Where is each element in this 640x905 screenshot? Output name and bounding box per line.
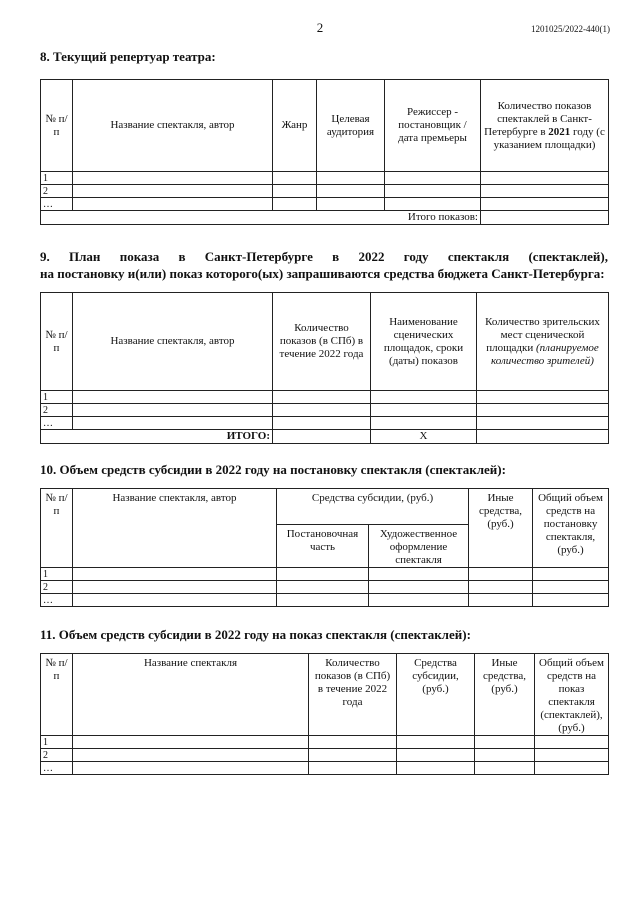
cell[interactable] [535, 749, 609, 762]
cell[interactable] [73, 568, 277, 581]
cell[interactable] [385, 185, 481, 198]
repertoire-table [40, 79, 609, 225]
col-title-author: Название спектакля, автор [73, 80, 273, 172]
cell[interactable] [371, 417, 477, 430]
cell[interactable] [73, 736, 309, 749]
cell[interactable] [469, 568, 533, 581]
col-shows-count-a: Количество показов спектаклей в Санкт- Петербурге в [484, 99, 592, 138]
row-number: 2 [41, 404, 73, 417]
col-number: № п/п [41, 80, 73, 172]
cell[interactable] [73, 762, 309, 775]
table-row [41, 404, 609, 417]
col-other-funds: Иные средства, (руб.) [469, 489, 533, 568]
table-row [41, 749, 609, 762]
show-plan-table [40, 292, 609, 444]
col-director: Режиссер - постановщик / дата премьеры [385, 80, 481, 172]
cell[interactable] [397, 736, 475, 749]
row-number: 2 [41, 749, 73, 762]
cell[interactable] [371, 404, 477, 417]
cell[interactable] [73, 391, 273, 404]
cell[interactable] [273, 404, 371, 417]
cell[interactable] [533, 568, 609, 581]
section-9-title-line2: на постановку и(или) показ которого(ых) запрашиваются средства бюджета Санкт-Петербурга: [40, 266, 605, 281]
total-row [41, 211, 609, 225]
table-row [41, 736, 609, 749]
col-subsidy: Средства субсидии, (руб.) [397, 654, 475, 736]
row-number: 1 [41, 391, 73, 404]
cell[interactable] [477, 417, 609, 430]
col-title-author: Название спектакля, автор [73, 293, 273, 391]
cell[interactable] [73, 581, 277, 594]
cell[interactable] [397, 749, 475, 762]
cell[interactable] [73, 417, 273, 430]
cell[interactable] [535, 736, 609, 749]
cell[interactable] [273, 172, 317, 185]
col-seats [477, 293, 609, 391]
cell[interactable] [73, 172, 273, 185]
cell[interactable] [475, 762, 535, 775]
document-code: 1201025/2022-440(1) [531, 24, 610, 34]
table-row [41, 581, 609, 594]
col-number: № п/п [41, 654, 73, 736]
cell[interactable] [369, 568, 469, 581]
table-row [41, 198, 609, 211]
table-row [41, 185, 609, 198]
total-value-cell[interactable] [477, 430, 609, 444]
page-number: 2 [316, 20, 324, 35]
col-seats-b: (планируемое количество зрителей) [491, 341, 599, 367]
table-row [41, 172, 609, 185]
table-row [41, 391, 609, 404]
col-staging-part: Постановочная часть [277, 525, 369, 568]
cell[interactable] [475, 736, 535, 749]
table-row [41, 568, 609, 581]
row-number: … [41, 198, 73, 211]
col-seats-a: Количество зрительских мест сценической площадки [485, 315, 600, 354]
col-total-funds: Общий объем средств на показ спектакля (спектаклей), (руб.) [535, 654, 609, 736]
col-genre: Жанр [273, 80, 317, 172]
section-11-title: 11. Объем средств субсидии в 2022 году на показ спектакля (спектаклей): [40, 627, 471, 642]
cell[interactable] [481, 172, 609, 185]
cell[interactable] [369, 594, 469, 607]
row-number: 1 [41, 172, 73, 185]
row-number: 2 [41, 185, 73, 198]
col-number: № п/п [41, 489, 73, 568]
cell[interactable] [73, 198, 273, 211]
total-row [41, 430, 609, 444]
row-number: 1 [41, 568, 73, 581]
cell[interactable] [477, 391, 609, 404]
col-shows-count [481, 80, 609, 172]
cell[interactable] [481, 185, 609, 198]
cell[interactable] [477, 404, 609, 417]
col-venues-dates: Наименование сценических площадок, сроки (даты) показов [371, 293, 477, 391]
col-number: № п/п [41, 293, 73, 391]
table-row [41, 594, 609, 607]
cell[interactable] [273, 185, 317, 198]
cell[interactable] [273, 391, 371, 404]
show-subsidy-table [40, 653, 609, 775]
row-number: 2 [41, 581, 73, 594]
section-8-title: 8. Текущий репертуар театра: [40, 49, 216, 64]
cell[interactable] [73, 404, 273, 417]
row-number: … [41, 594, 73, 607]
table-header-row [41, 80, 609, 172]
col-subsidy: Средства субсидии, (руб.) [277, 489, 469, 525]
cell[interactable] [533, 594, 609, 607]
section-10-title: 10. Объем средств субсидии в 2022 году на постановку спектакля (спектаклей): [40, 462, 506, 477]
cell[interactable] [469, 581, 533, 594]
cell[interactable] [385, 172, 481, 185]
table-row [41, 762, 609, 775]
section-9-title-line1: 9. План показа в Санкт-Петербурге в 2022 году спектакля (спектаклей), [40, 249, 608, 264]
cell[interactable] [273, 198, 317, 211]
cell[interactable] [469, 594, 533, 607]
cell[interactable] [385, 198, 481, 211]
table-header-row [41, 654, 609, 736]
col-title: Название спектакля [73, 654, 309, 736]
col-shows-year: 2021 [548, 125, 571, 138]
col-shows-count-b: году (с указанием площадки) [493, 125, 605, 151]
staging-subsidy-table [40, 488, 609, 607]
cell[interactable] [317, 185, 385, 198]
cell[interactable] [309, 762, 397, 775]
cell[interactable] [73, 594, 277, 607]
cell[interactable] [397, 762, 475, 775]
cell[interactable] [475, 749, 535, 762]
cell[interactable] [73, 749, 309, 762]
row-number: … [41, 762, 73, 775]
section-9-title [40, 248, 608, 282]
table-row [41, 417, 609, 430]
col-title-author: Название спектакля, автор [73, 489, 277, 568]
cell[interactable] [73, 185, 273, 198]
cell[interactable] [481, 198, 609, 211]
total-value-cell[interactable] [273, 430, 371, 444]
row-number: … [41, 417, 73, 430]
cell[interactable] [371, 391, 477, 404]
total-label: ИТОГО: [41, 430, 273, 444]
cell[interactable] [277, 594, 369, 607]
total-mark: Х [371, 430, 477, 444]
cell[interactable] [533, 581, 609, 594]
total-label: Итого показов: [41, 211, 481, 225]
cell[interactable] [309, 749, 397, 762]
cell[interactable] [273, 417, 371, 430]
col-audience: Целевая аудитория [317, 80, 385, 172]
cell[interactable] [317, 198, 385, 211]
col-other-funds: Иные средства, (руб.) [475, 654, 535, 736]
total-value-cell[interactable] [481, 211, 609, 225]
cell[interactable] [309, 736, 397, 749]
cell[interactable] [277, 568, 369, 581]
cell[interactable] [277, 581, 369, 594]
col-shows-count: Количество показов (в СПб) в течение 2022 года [273, 293, 371, 391]
cell[interactable] [535, 762, 609, 775]
col-shows-count: Количество показов (в СПб) в течение 2022 года [309, 654, 397, 736]
col-art-design: Художественное оформление спектакля [369, 525, 469, 568]
table-header-row [41, 293, 609, 391]
row-number: 1 [41, 736, 73, 749]
col-total-funds: Общий объем средств на постановку спектакля, (руб.) [533, 489, 609, 568]
table-header-row [41, 489, 609, 525]
cell[interactable] [317, 172, 385, 185]
cell[interactable] [369, 581, 469, 594]
